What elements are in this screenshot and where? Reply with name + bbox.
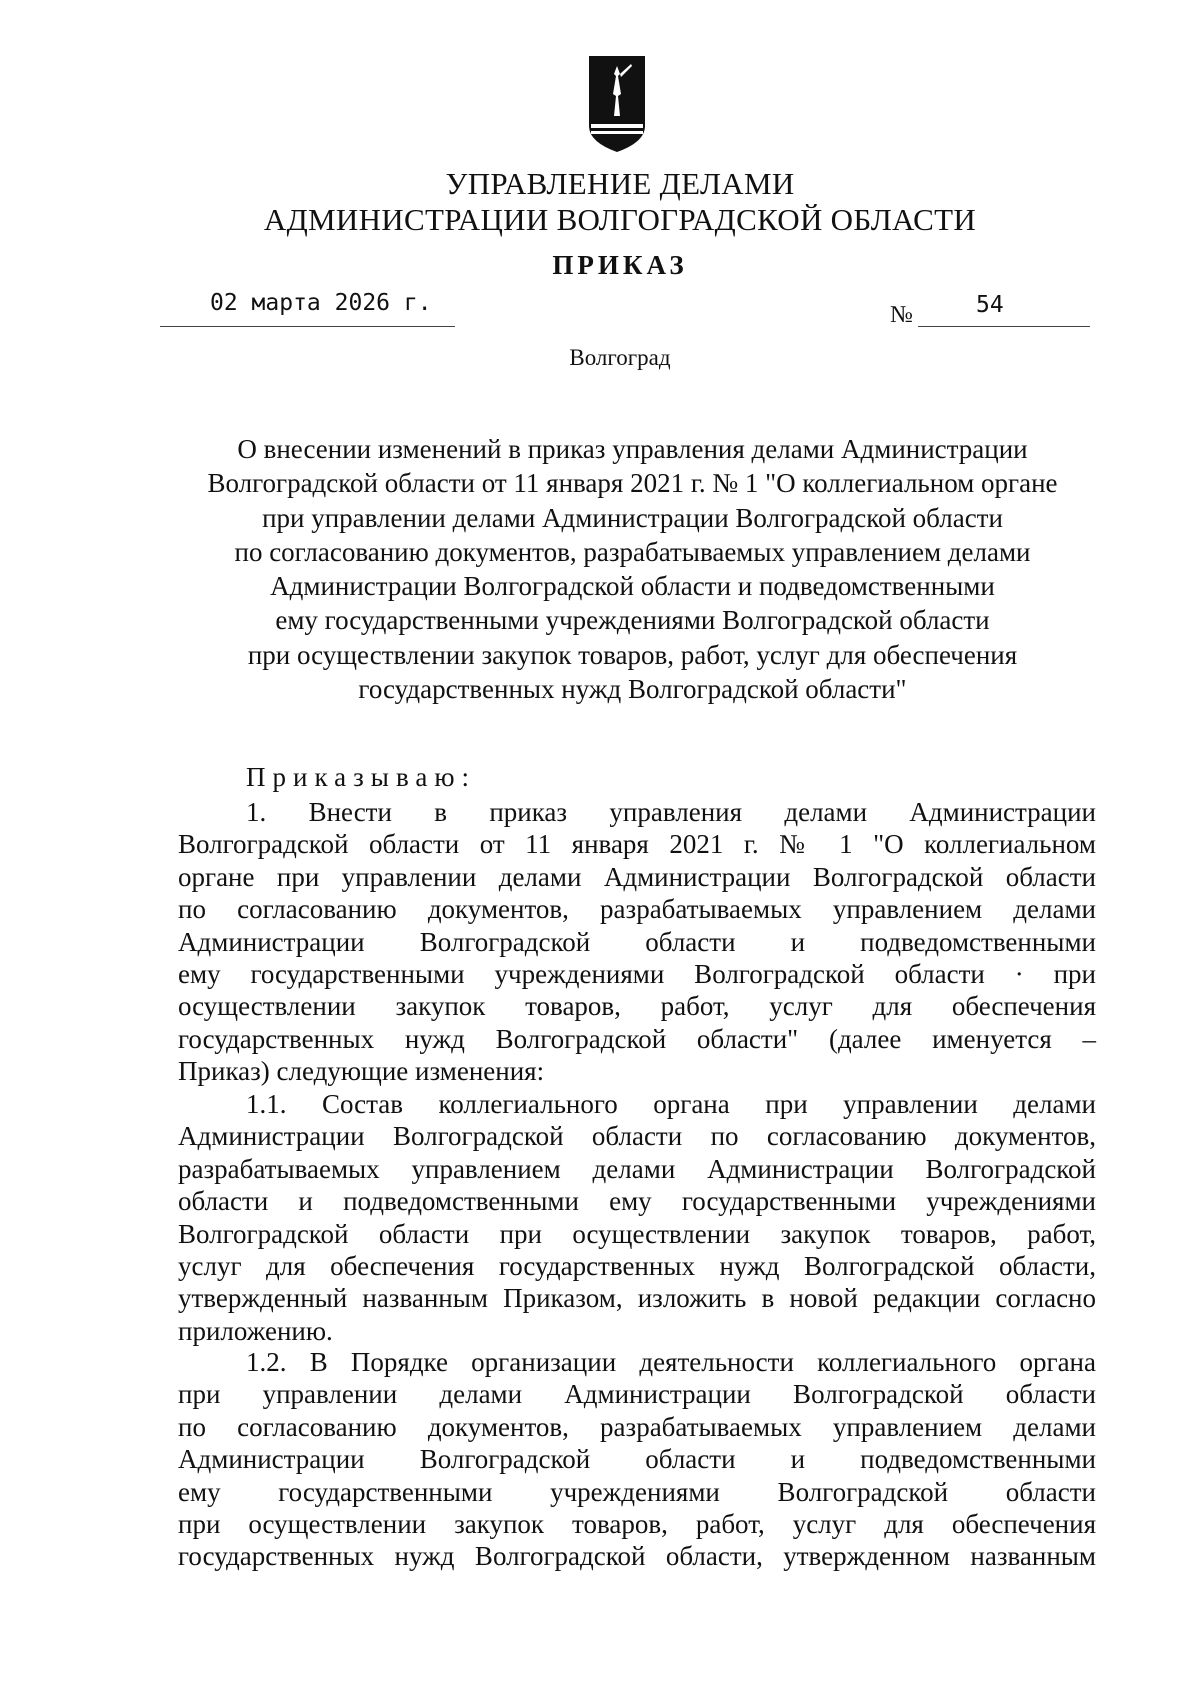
body-line: утвержденный названным Приказом, изложить в новой редакции согласно [178, 1283, 1096, 1314]
body-line: приложению. [178, 1315, 333, 1346]
subject-line: О внесении изменений в приказ управления делами Администрации [237, 434, 1028, 464]
body-line: Волгоградской области от 11 января 2021 г. № 1 "О коллегиальном [178, 829, 1096, 860]
paragraph-1-2 [178, 1346, 1096, 1573]
body-line: Администрации Волгоградской области по согласованию документов, [178, 1121, 1096, 1152]
organization-name-line2: АДМИНИСТРАЦИИ ВОЛГОГРАДСКОЙ ОБЛАСТИ [263, 202, 977, 237]
document-subject [170, 432, 1095, 706]
body-line: государственных нужд Волгоградской области" (далее именуется – [178, 1023, 1096, 1054]
volgograd-coat-of-arms-icon [587, 54, 647, 154]
body-line: Администрации Волгоградской области и подведомственными [178, 1444, 1096, 1475]
subject-line: по согласованию документов, разрабатываемых управлением делами [234, 536, 1031, 567]
organization-name-line1: УПРАВЛЕНИЕ ДЕЛАМИ [445, 166, 795, 201]
order-word: Приказываю: [246, 762, 476, 792]
subject-line: государственных нужд Волгоградской области" [358, 674, 907, 705]
body-line: 1.2. В Порядке организации деятельности коллегиального органа [246, 1347, 1096, 1377]
body-line: 1. Внести в приказ управления делами Администрации [246, 797, 1096, 827]
subject-line: при осуществлении закупок товаров, работ, услуг для обеспечения [247, 639, 1018, 670]
body-line: государственных нужд Волгоградской области, утвержденном названным [178, 1541, 1096, 1572]
body-line: Приказ) следующие изменения: [178, 1056, 545, 1087]
body-line: разрабатываемых управлением делами Администрации Волгоградской [178, 1153, 1096, 1184]
body-line: ему государственными учреждениями Волгоградской области · при [178, 959, 1096, 990]
body-line: области и подведомственными ему государственными учреждениями [178, 1186, 1096, 1217]
paragraph-1 [178, 796, 1096, 1088]
body-line: по согласованию документов, разрабатываемых управлением делами [178, 894, 1096, 925]
body-line: осуществлении закупок товаров, работ, услуг для обеспечения [178, 991, 1096, 1022]
subject-line: Волгоградской области от 11 января 2021 г. № 1 "О коллегиальном органе [207, 468, 1058, 499]
body-line: при осуществлении закупок товаров, работ, услуг для обеспечения [178, 1509, 1096, 1540]
body-line: Администрации Волгоградской области и подведомственными [178, 926, 1096, 957]
body-line: Волгоградской области при осуществлении закупок товаров, работ, [178, 1218, 1096, 1249]
number-sign: № [890, 302, 913, 328]
body-line: по согласованию документов, разрабатываемых управлением делами [178, 1411, 1096, 1442]
number-underline [918, 326, 1090, 327]
body-line: 1.1. Состав коллегиального органа при управлении делами [246, 1089, 1096, 1119]
document-date: 02 марта 2026 г. [210, 290, 432, 316]
body-line: органе при управлении делами Администрации Волгоградской области [178, 861, 1096, 892]
document-city: Волгоград [569, 345, 671, 370]
subject-line: ему государственными учреждениями Волгоградской области [275, 605, 990, 636]
date-underline [160, 326, 455, 327]
document-type: ПРИКАЗ [552, 250, 688, 280]
body-line: при управлении делами Администрации Волгоградской области [178, 1379, 1096, 1410]
paragraph-1-1 [178, 1088, 1096, 1347]
body-line: услуг для обеспечения государственных нужд Волгоградской области, [178, 1251, 1096, 1282]
body-line: ему государственными учреждениями Волгоградской области [178, 1476, 1096, 1507]
subject-line: при управлении делами Администрации Волгоградской области [262, 502, 1003, 533]
subject-line: Администрации Волгоградской области и подведомственными [270, 571, 995, 602]
document-number: 54 [976, 292, 1004, 318]
